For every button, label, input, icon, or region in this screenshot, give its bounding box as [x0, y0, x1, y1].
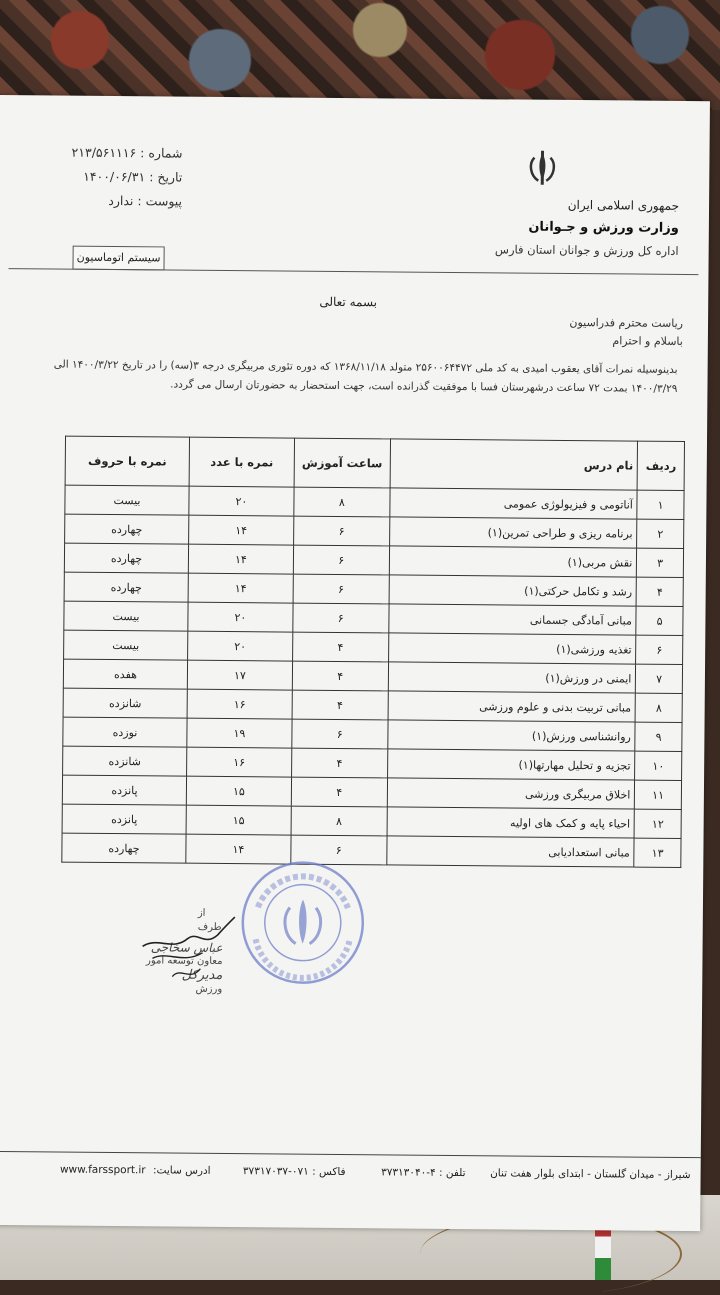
row-number: ۵ [636, 606, 683, 635]
course-name: ایمنی در ورزش(۱) [388, 662, 636, 693]
header-row-number: ردیف [638, 441, 685, 490]
footer-website: www.farssport.ir [59, 1163, 146, 1177]
training-hours: ۶ [293, 545, 389, 575]
training-hours: ۴ [291, 748, 387, 778]
course-name: روانشناسی ورزش(۱) [388, 720, 636, 751]
grade-words: شانزده [63, 688, 187, 718]
letter-footer [51, 1163, 691, 1182]
footer-divider [0, 1151, 701, 1158]
bismillah: بسمه تعالی [319, 294, 378, 310]
iran-emblem-icon [522, 150, 562, 188]
greeting: باسلام و احترام [612, 334, 683, 348]
addressee: ریاست محترم فدراسیون [569, 315, 684, 330]
grade-number: ۱۴ [188, 544, 293, 574]
training-hours: ۶ [293, 574, 389, 604]
org-country: جمهوری اسلامی ایران [567, 197, 680, 213]
letter-attachment-label: پیوست : [137, 193, 183, 209]
letter-body: بدینوسیله نمرات آقای یعقوب امیدی به کد ملی ۲۵۶۰۰۶۴۴۷۲ متولد ۱۳۶۸/۱۱/۱۸ که دوره تئوری مربیگری درجه ۳(سه) را در تاریخ ۱۴۰۰/۳/۲۲ الی ۱۴۰۰/۳/۲۹ بمدت ۷۲ ساعت درشهرستان فسا با موفقیت گذرانده است، جهت استحضار به حضورتان ارسال می گردد. [53, 358, 678, 395]
letter-date-label: تاریخ : [149, 169, 183, 185]
grade-words: بیست [64, 601, 188, 631]
grade-words: شانزده [63, 746, 187, 776]
training-hours: ۴ [292, 690, 388, 720]
header-training-hours: ساعت آموزش [294, 438, 391, 488]
course-name: احیاء پایه و کمک های اولیه [387, 807, 635, 838]
training-hours: ۶ [292, 719, 388, 749]
official-letter [0, 95, 710, 1231]
grade-words: چهارده [65, 514, 189, 544]
course-name: مبانی تربیت بدنی و علوم ورزشی [388, 691, 636, 722]
header-grade-number: نمره با عدد [189, 437, 294, 487]
letter-attachment: ندارد [108, 192, 134, 209]
grades-table [61, 436, 685, 868]
on-behalf-label: از طرف [197, 907, 222, 933]
footer-fax: فاکس : ۰۷۱-۳۷۳۱۷۰۳۷ [242, 1165, 346, 1179]
course-name: نقش مربی(۱) [389, 546, 637, 577]
letter-attachment-row [47, 188, 182, 213]
course-name: رشد و تکامل حرکتی(۱) [389, 575, 637, 606]
letter-meta [47, 140, 183, 213]
carpet-background [0, 0, 720, 110]
org-ministry: وزارت ورزش و جـوانان [528, 219, 679, 236]
footer-site-label: ادرس سایت: [152, 1164, 211, 1177]
table-row [62, 833, 681, 867]
grade-number: ۱۴ [186, 834, 291, 864]
training-hours: ۴ [292, 661, 388, 691]
signer-title-3: ورزش [195, 983, 223, 995]
header-divider [8, 268, 698, 275]
grade-number: ۲۰ [188, 631, 293, 661]
row-number: ۷ [636, 664, 683, 693]
grade-words: بیست [65, 485, 189, 515]
row-number: ۲ [637, 519, 684, 548]
signer-name: عباس سخاجی [150, 940, 223, 955]
row-number: ۱ [637, 490, 684, 519]
grade-number: ۱۴ [189, 515, 294, 545]
grade-number: ۲۰ [189, 486, 294, 516]
grade-number: ۱۴ [188, 573, 293, 603]
row-number: ۶ [636, 635, 683, 664]
grade-words: بیست [64, 630, 188, 660]
grade-number: ۱۶ [187, 747, 292, 777]
grade-words: نوزده [63, 717, 187, 747]
header-course-name: نام درس [390, 439, 638, 490]
course-name: مبانی آمادگی جسمانی [389, 604, 637, 635]
signer-title-1: معاون توسعه امور [145, 955, 223, 967]
course-name: آناتومی و فیزیولوژی عمومی [390, 488, 638, 519]
grade-number: ۱۵ [186, 805, 291, 835]
handwritten-signature [132, 906, 243, 997]
row-number: ۱۱ [635, 780, 682, 809]
letter-number-row [47, 140, 182, 165]
training-hours: ۴ [292, 632, 388, 662]
signer-title-2: مدیرکل [181, 967, 223, 983]
grade-words: پانزده [62, 804, 186, 834]
grade-words: چهارده [64, 572, 188, 602]
grade-words: چهارده [64, 543, 188, 573]
grade-number: ۱۵ [186, 776, 291, 806]
course-name: تجزیه و تحلیل مهارتها(۱) [387, 749, 635, 780]
row-number: ۹ [635, 722, 682, 751]
grade-number: ۱۷ [187, 660, 292, 690]
training-hours: ۶ [293, 603, 389, 633]
table-header-row [65, 436, 684, 490]
footer-phone: تلفن : ۴-۳۷۳۱۳۰۴۰ [381, 1166, 466, 1180]
grade-number: ۱۶ [187, 689, 292, 719]
letter-date: ۱۴۰۰/۰۶/۳۱ [83, 168, 146, 185]
footer-address: شیراز - میدان گلستان - ابتدای بلوار هفت تنان [490, 1167, 691, 1182]
row-number: ۴ [637, 577, 684, 606]
grade-words: چهارده [62, 833, 186, 863]
grade-number: ۲۰ [188, 602, 293, 632]
course-name: مبانی استعدادیابی [387, 836, 635, 867]
grades-table-body [62, 485, 684, 867]
course-name: برنامه ریزی و طراحی تمرین(۱) [390, 517, 638, 548]
row-number: ۱۳ [634, 838, 681, 867]
row-number: ۸ [635, 693, 682, 722]
grade-words: پانزده [62, 775, 186, 805]
letter-date-row [47, 164, 182, 189]
row-number: ۱۰ [635, 751, 682, 780]
course-name: اخلاق مربیگری ورزشی [387, 778, 635, 809]
org-department: اداره کل ورزش و جوانان استان فارس [494, 242, 679, 258]
row-number: ۱۲ [634, 809, 681, 838]
course-name: تغذیه ورزشی(۱) [388, 633, 636, 664]
letter-number-label: شماره : [140, 145, 183, 161]
row-number: ۳ [637, 548, 684, 577]
training-hours: ۶ [293, 516, 389, 546]
letter-number: ۲۱۳/۵۶۱۱۱۶ [71, 144, 137, 161]
training-hours: ۸ [294, 487, 390, 517]
training-hours: ۴ [291, 777, 387, 807]
grade-words: هفده [63, 659, 187, 689]
training-hours: ۸ [291, 806, 387, 836]
training-hours: ۶ [291, 835, 387, 865]
grade-number: ۱۹ [187, 718, 292, 748]
header-grade-words: نمره با حروف [65, 436, 190, 486]
automation-badge: سیستم اتوماسیون [72, 246, 164, 271]
official-stamp [237, 857, 368, 988]
